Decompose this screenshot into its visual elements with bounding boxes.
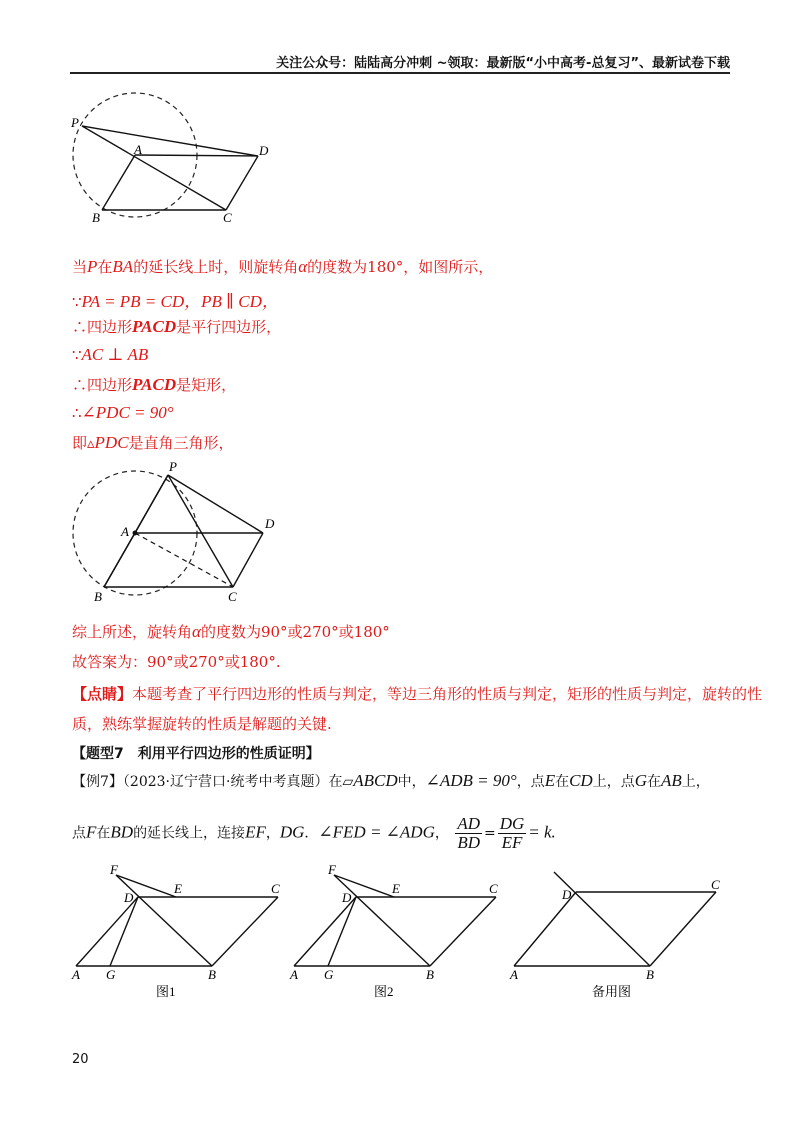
label-G: G — [324, 967, 334, 982]
label-C: C — [489, 881, 498, 896]
solution-line-4: ∵AC ⊥ AB — [72, 345, 149, 364]
label-D: D — [562, 887, 572, 902]
label-B: B — [94, 589, 102, 604]
figure-backup — [506, 862, 736, 1007]
solution-line-2: ∵PA = PB = CD，PB ∥ CD， — [72, 292, 279, 311]
label-P: P — [71, 115, 79, 130]
solution-line-5: ∴四边形PACD是矩形， — [72, 375, 237, 394]
label-E: E — [174, 881, 182, 896]
summary-line-2: 故答案为：90°或270°或180°. — [72, 653, 281, 671]
label-F: F — [328, 862, 336, 877]
figure-2 — [286, 862, 516, 1007]
label-G: G — [106, 967, 116, 982]
label-A: A — [290, 967, 298, 982]
caption-fig1: 图1 — [156, 984, 176, 999]
solution-line-6: ∴∠PDC = 90° — [72, 403, 174, 422]
label-B: B — [92, 210, 100, 225]
point-A — [133, 531, 138, 536]
comment-line-1: 【点睛】本题考查了平行四边形的性质与判定，等边三角形的性质与判定，矩形的性质与判定，旋转的性 — [72, 685, 763, 703]
example-line-2: 点F在BD的延长线上，连接EF，DG．∠FED = ∠ADG， $\frac{AD}{BD}$ = $\frac{DG}{EF}$ = k. — [72, 814, 556, 852]
figure-1 — [68, 862, 298, 1007]
section-title: 【题型7 利用平行四边形的性质证明】 — [72, 746, 320, 762]
caption-fig2: 图2 — [374, 984, 394, 999]
solution-line-7: 即▵PDC是直角三角形， — [72, 433, 234, 452]
page-number: 20 — [72, 1052, 89, 1067]
label-A: A — [121, 524, 129, 539]
label-C: C — [228, 589, 237, 604]
solution-line-3: ∴四边形PACD是平行四边形， — [72, 317, 282, 336]
label-A: A — [72, 967, 80, 982]
label-B: B — [646, 967, 654, 982]
label-D: D — [259, 143, 269, 158]
label-E: E — [392, 881, 400, 896]
label-P: P — [169, 460, 177, 474]
label-A: A — [134, 142, 142, 157]
caption-fig3: 备用图 — [592, 984, 632, 999]
label-D: D — [342, 890, 352, 905]
solution-line-1: 当P在BA的延长线上时，则旋转角α的度数为180°，如图所示， — [72, 257, 494, 276]
fraction-DG-EF: $\frac{DG}{EF}$ — [499, 814, 525, 852]
header-text: 关注公众号：陆陆高分冲刺 ~领取：最新版“小中高考-总复习”、最新试卷下载 — [276, 56, 730, 71]
label-D: D — [124, 890, 134, 905]
figure-rectangle-case — [68, 460, 288, 605]
label-C: C — [223, 210, 232, 225]
figure-rotation-180 — [68, 92, 288, 227]
fraction-AD-BD: $\frac{AD}{BD}$ — [457, 814, 480, 852]
label-C: C — [271, 881, 280, 896]
comment-line-2: 质，熟练掌握旋转的性质是解题的关键. — [72, 715, 332, 733]
label-B: B — [208, 967, 216, 982]
label-A: A — [510, 967, 518, 982]
dashed-AC — [135, 533, 233, 587]
label-B: B — [426, 967, 434, 982]
example-line-1: 【例7】（2023·辽宁营口·统考中考真题）在▱ABCD中，∠ADB = 90°，点E在CD上，点G在AB上， — [72, 771, 710, 790]
page-header — [70, 52, 730, 74]
label-F: F — [110, 862, 118, 877]
label-D: D — [265, 516, 275, 531]
label-C: C — [711, 877, 720, 892]
summary-line-1: 综上所述，旋转角α的度数为90°或270°或180° — [72, 622, 390, 641]
